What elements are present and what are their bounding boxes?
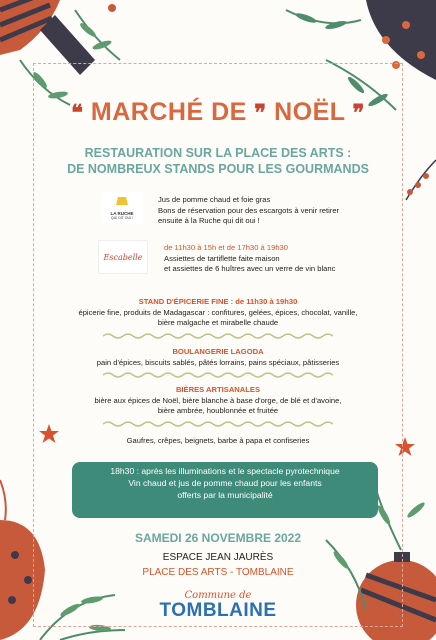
gaufres-section [0, 436, 436, 447]
ruche-logo [101, 192, 143, 224]
page-title [0, 98, 436, 127]
ruche-line3: ensuite à la Ruche qui dit oui ! [158, 216, 260, 225]
ruche-line1: Jus de pomme chaud et foie gras [158, 195, 271, 204]
event-place2: PLACE DES ARTS - TOMBLAINE [142, 567, 294, 578]
logo-line2: TOMBLAINE [159, 600, 277, 621]
ruche-line2: Bons de réservation pour des escargots à venir retirer [158, 205, 340, 215]
bieres-section [0, 385, 436, 417]
event-place1: ESPACE JEAN JAURÈS [162, 552, 274, 563]
title-word: NOËL [274, 98, 346, 126]
ruche-logo-line2: QUI DIT OUI ! [111, 216, 133, 220]
title-prefix: MARCHÉ DE [90, 98, 247, 126]
ruche-text [158, 195, 388, 227]
escabelle-text [164, 243, 394, 275]
boulangerie-section [0, 347, 436, 368]
wavy-divider [103, 332, 333, 340]
epicerie-head: STAND D'ÉPICERIE FINE : de 11h30 à 19h30 [138, 297, 298, 306]
title-ornament-left: ❝ [71, 100, 84, 125]
highlight-box [72, 462, 378, 518]
tomblaine-logo [150, 590, 286, 621]
bieres-head: BIÈRES ARTISANALES [175, 385, 261, 394]
wavy-divider [103, 420, 333, 428]
highlight-line1: 18h30 : après les illuminations et le spectacle pyrotechnique [110, 466, 340, 476]
highlight-line2: Vin chaud et jus de pomme chaud pour les enfants [128, 478, 322, 488]
event-date: SAMEDI 26 NOVEMBRE 2022 [134, 531, 302, 545]
boulangerie-head: BOULANGERIE LAGODA [172, 347, 264, 356]
escabelle-line2: et assiettes de 6 huîtres avec un verre de vin blanc [164, 264, 336, 273]
logo-line1: Commune de [184, 590, 252, 601]
bieres-line1: bière aux épices de Noël, bière blanche à base d'orge, de blé et d'avoine, [94, 395, 342, 405]
title-ornament-mid: ❞ [254, 100, 267, 125]
epicerie-section [0, 297, 436, 329]
escabelle-logo-text: Escabelle [103, 252, 143, 262]
ruche-logo-line1: LA RUCHE [110, 211, 134, 216]
subtitle-line2: DE NOMBREUX STANDS POUR LES GOURMANDS [67, 162, 369, 176]
highlight-line3: offerts par la municipalité [177, 490, 273, 500]
boulangerie-line1: pain d'épices, biscuits sablés, pâtés lorrains, pains spéciaux, pâtisseries [96, 357, 340, 367]
epicerie-line2: bière malgache et mirabelle chaude [157, 318, 279, 327]
escabelle-hours: de 11h30 à 15h et de 17h30 à 19h30 [164, 243, 289, 252]
escabelle-logo [98, 240, 148, 274]
gaufres-line1: Gaufres, crêpes, beignets, barbe à papa et confiseries [126, 436, 310, 445]
subtitle [0, 145, 436, 177]
beehive-icon [114, 194, 130, 206]
title-ornament-right: ❞ [352, 100, 365, 125]
epicerie-line1: épicerie fine, produits de Madagascar : confitures, gelées, épices, chocolat, vanille, [78, 307, 358, 317]
subtitle-line1: RESTAURATION SUR LA PLACE DES ARTS : [84, 146, 352, 160]
bieres-line2: bière ambrée, houblonnée et fruitée [157, 406, 279, 415]
wavy-divider [103, 371, 333, 379]
escabelle-line1: Assiettes de tartiflette faite maison [164, 253, 280, 263]
